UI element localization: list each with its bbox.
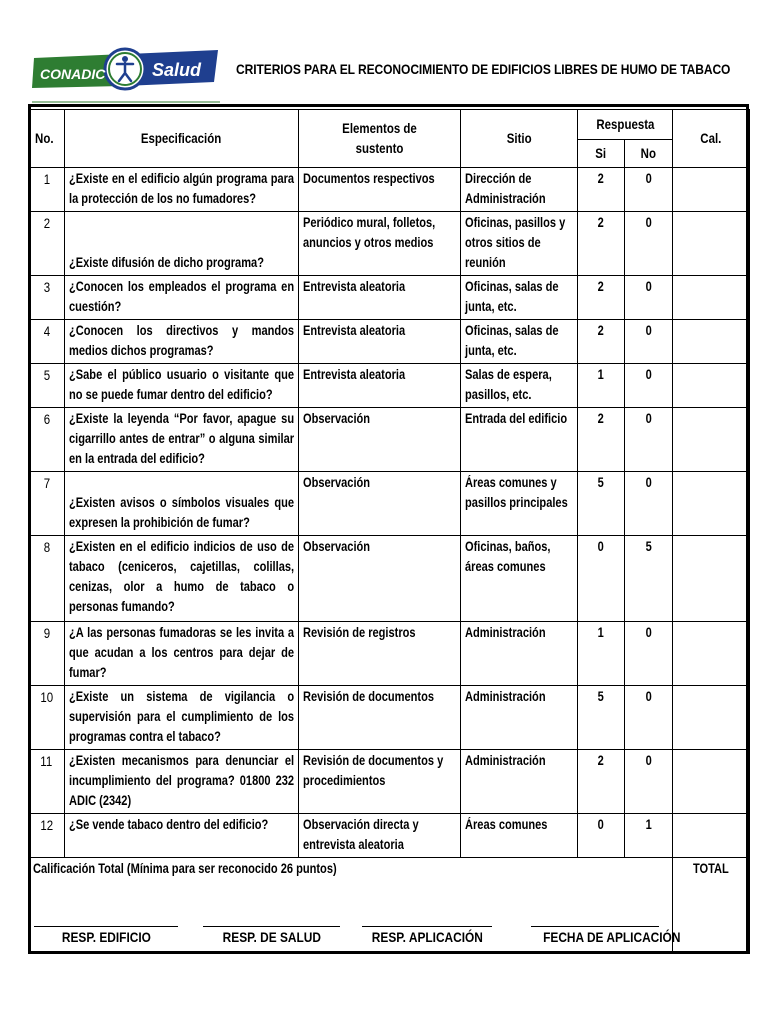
- row-score[interactable]: [673, 750, 750, 814]
- row-number: 1: [29, 168, 65, 212]
- row-number: 11: [29, 750, 65, 814]
- row-specification: ¿Conocen los directivos y mandos medios dichos programas?: [65, 320, 299, 364]
- row-specification: ¿Existen avisos o símbolos visuales que expresen la prohibición de fumar?: [65, 472, 299, 536]
- row-score[interactable]: [673, 536, 750, 622]
- row-specification: ¿Conocen los empleados el programa en cuestión?: [65, 276, 299, 320]
- row-number: 8: [29, 536, 65, 622]
- row-score[interactable]: [673, 320, 750, 364]
- header-yes: Si: [578, 140, 625, 168]
- row-no-points[interactable]: 1: [625, 814, 673, 858]
- row-score[interactable]: [673, 472, 750, 536]
- row-specification: ¿Existe la leyenda “Por favor, apague su cigarrillo antes de entrar” o alguna similar en la entrada del edificio?: [65, 408, 299, 472]
- row-site: Áreas comunes y pasillos principales: [461, 472, 578, 536]
- row-site: Oficinas, pasillos y otros sitios de reunión: [461, 212, 578, 276]
- row-support-elements: Observación: [299, 472, 461, 536]
- row-support-elements: Entrevista aleatoria: [299, 364, 461, 408]
- row-yes-points[interactable]: 2: [578, 212, 625, 276]
- row-support-elements: Observación directa y entrevista aleatoria: [299, 814, 461, 858]
- row-site: Administración: [461, 750, 578, 814]
- row-number: 3: [29, 276, 65, 320]
- row-no-points[interactable]: 0: [625, 622, 673, 686]
- row-no-points[interactable]: 0: [625, 472, 673, 536]
- signature-salud[interactable]: RESP. DE SALUD: [203, 926, 340, 945]
- row-specification: ¿Existe un sistema de vigilancia o supervisión para el cumplimiento de los programas contra el tabaco?: [65, 686, 299, 750]
- header-site: Sitio: [461, 110, 578, 168]
- row-no-points[interactable]: 0: [625, 320, 673, 364]
- document-header: [0, 0, 768, 104]
- table-row: [29, 212, 750, 276]
- table-row: [29, 168, 750, 212]
- row-number: 10: [29, 686, 65, 750]
- row-no-points[interactable]: 0: [625, 364, 673, 408]
- row-score[interactable]: [673, 364, 750, 408]
- row-no-points[interactable]: 0: [625, 750, 673, 814]
- row-score[interactable]: [673, 408, 750, 472]
- row-no-points[interactable]: 0: [625, 408, 673, 472]
- row-support-elements: Observación: [299, 408, 461, 472]
- header-support-elements: Elementos de sustento: [299, 110, 461, 168]
- document-title: CRITERIOS PARA EL RECONOCIMIENTO DE EDIFICIOS LIBRES DE HUMO DE TABACO: [236, 61, 731, 77]
- row-site: Dirección de Administración: [461, 168, 578, 212]
- row-no-points[interactable]: 0: [625, 276, 673, 320]
- row-score[interactable]: [673, 814, 750, 858]
- row-number: 4: [29, 320, 65, 364]
- row-site: Administración: [461, 686, 578, 750]
- row-support-elements: Observación: [299, 536, 461, 622]
- svg-text:Salud: Salud: [152, 60, 202, 80]
- row-specification: ¿Sabe el público usuario o visitante que no se puede fumar dentro del edificio?: [65, 364, 299, 408]
- row-specification: ¿Existe difusión de dicho programa?: [65, 212, 299, 276]
- svg-text:CONADIC: CONADIC: [40, 66, 106, 82]
- row-support-elements: Revisión de documentos y procedimientos: [299, 750, 461, 814]
- row-site: Entrada del edificio: [461, 408, 578, 472]
- row-specification: ¿A las personas fumadoras se les invita a que acudan a los centros para dejar de fumar?: [65, 622, 299, 686]
- row-yes-points[interactable]: 5: [578, 472, 625, 536]
- row-site: Oficinas, baños, áreas comunes: [461, 536, 578, 622]
- person-icon: [122, 56, 128, 62]
- criteria-rows: [29, 168, 750, 858]
- row-yes-points[interactable]: 0: [578, 536, 625, 622]
- row-site: Oficinas, salas de junta, etc.: [461, 276, 578, 320]
- row-site: Administración: [461, 622, 578, 686]
- row-specification: ¿Existen en el edificio indicios de uso de tabaco (ceniceros, cajetillas, colillas, cenizas, olor a humo de tabaco o personas fumando?: [65, 536, 299, 622]
- header-no-answer: No: [625, 140, 673, 168]
- signature-line: [34, 926, 178, 927]
- total-score-cell[interactable]: TOTAL: [673, 858, 750, 954]
- conadic-salud-logo: [32, 40, 220, 104]
- row-site: Áreas comunes: [461, 814, 578, 858]
- row-score[interactable]: [673, 212, 750, 276]
- row-number: 2: [29, 212, 65, 276]
- table-row: [29, 408, 750, 472]
- table-row: [29, 750, 750, 814]
- signature-line: [362, 926, 492, 927]
- table-row: [29, 814, 750, 858]
- row-number: 6: [29, 408, 65, 472]
- logo-graphic: [32, 40, 220, 104]
- row-site: Salas de espera, pasillos, etc.: [461, 364, 578, 408]
- row-yes-points[interactable]: 1: [578, 622, 625, 686]
- row-number: 7: [29, 472, 65, 536]
- row-yes-points[interactable]: 0: [578, 814, 625, 858]
- row-support-elements: Revisión de documentos: [299, 686, 461, 750]
- row-yes-points[interactable]: 5: [578, 686, 625, 750]
- row-no-points[interactable]: 0: [625, 686, 673, 750]
- row-no-points[interactable]: 5: [625, 536, 673, 622]
- row-number: 9: [29, 622, 65, 686]
- row-support-elements: Revisión de registros: [299, 622, 461, 686]
- criteria-table: [28, 109, 750, 954]
- row-score[interactable]: [673, 276, 750, 320]
- row-number: 5: [29, 364, 65, 408]
- signature-line: [531, 926, 659, 927]
- row-no-points[interactable]: 0: [625, 168, 673, 212]
- row-specification: ¿Se vende tabaco dentro del edificio?: [65, 814, 299, 858]
- row-score[interactable]: [673, 686, 750, 750]
- table-row: [29, 622, 750, 686]
- signature-fecha[interactable]: FECHA DE APLICACIÓN: [531, 926, 659, 945]
- signature-line: [203, 926, 340, 927]
- row-site: Oficinas, salas de junta, etc.: [461, 320, 578, 364]
- row-number: 12: [29, 814, 65, 858]
- table-row: [29, 320, 750, 364]
- signature-edificio[interactable]: RESP. EDIFICIO: [34, 926, 178, 945]
- header-score: Cal.: [673, 110, 750, 168]
- row-score[interactable]: [673, 622, 750, 686]
- header-response: Respuesta: [578, 110, 673, 140]
- signature-aplicacion[interactable]: RESP. APLICACIÓN: [362, 926, 492, 945]
- total-label: Calificación Total (Mínima para ser reconocido 26 puntos): [29, 858, 673, 954]
- table-row: [29, 686, 750, 750]
- row-yes-points[interactable]: 2: [578, 168, 625, 212]
- row-support-elements: Documentos respectivos: [299, 168, 461, 212]
- row-specification: ¿Existe en el edificio algún programa para la protección de los no fumadores?: [65, 168, 299, 212]
- row-yes-points[interactable]: 2: [578, 750, 625, 814]
- table-row: [29, 536, 750, 622]
- row-specification: ¿Existen mecanismos para denunciar el incumplimiento del programa? 01800 232 ADIC (2342): [65, 750, 299, 814]
- header-no: No.: [29, 110, 65, 168]
- row-support-elements: Entrevista aleatoria: [299, 276, 461, 320]
- row-no-points[interactable]: 0: [625, 212, 673, 276]
- table-row: [29, 276, 750, 320]
- row-yes-points[interactable]: 2: [578, 320, 625, 364]
- row-yes-points[interactable]: 1: [578, 364, 625, 408]
- row-score[interactable]: [673, 168, 750, 212]
- table-row: [29, 472, 750, 536]
- row-yes-points[interactable]: 2: [578, 276, 625, 320]
- header-specification: Especificación: [65, 110, 299, 168]
- table-row: [29, 364, 750, 408]
- row-support-elements: Periódico mural, folletos, anuncios y otros medios: [299, 212, 461, 276]
- row-support-elements: Entrevista aleatoria: [299, 320, 461, 364]
- row-yes-points[interactable]: 2: [578, 408, 625, 472]
